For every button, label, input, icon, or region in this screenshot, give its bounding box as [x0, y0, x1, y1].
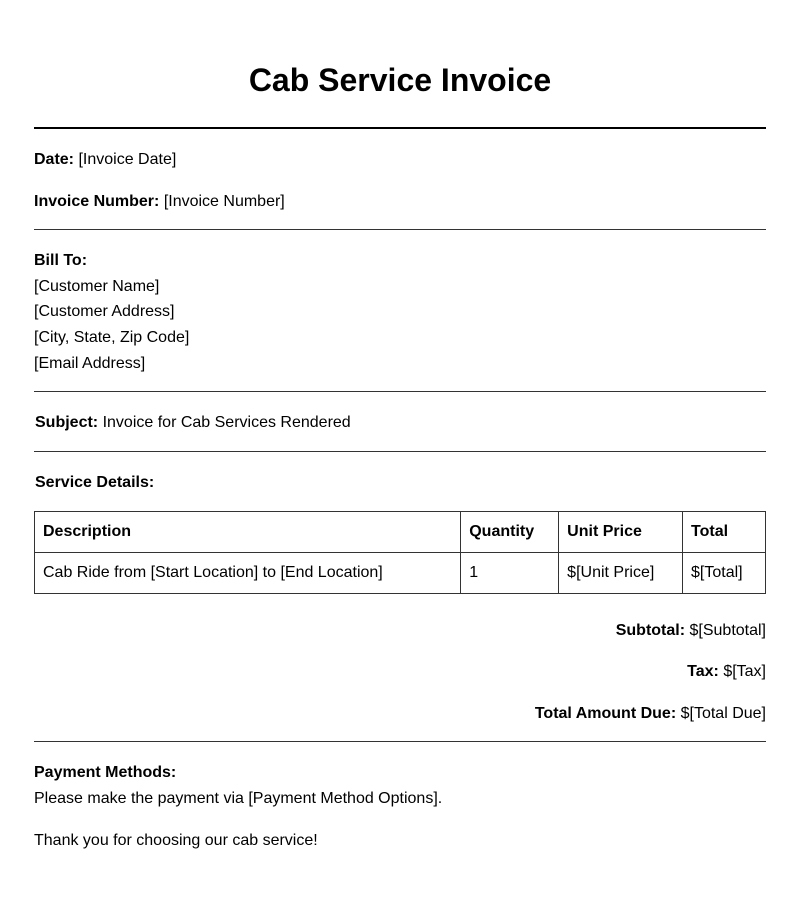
- bill-to-heading: Bill To:: [34, 252, 88, 269]
- subject-label: Subject:: [35, 414, 99, 431]
- service-table: [34, 511, 766, 594]
- subtotal-value: $[Subtotal]: [689, 622, 766, 639]
- divider: [34, 127, 766, 129]
- service-details-label: [35, 473, 154, 493]
- date-label: Date:: [34, 151, 75, 168]
- bill-to-label: [34, 251, 87, 271]
- cell-unit-price: $[Unit Price]: [559, 553, 683, 594]
- divider: [34, 391, 766, 392]
- invoice-number-label: Invoice Number:: [34, 193, 160, 210]
- subject-value: Invoice for Cab Services Rendered: [102, 414, 351, 431]
- divider: [34, 741, 766, 742]
- date-line: [34, 150, 176, 170]
- payment-methods-label: [34, 763, 176, 783]
- payment-text: Please make the payment via [Payment Method Options].: [34, 790, 443, 807]
- service-details-heading: Service Details:: [35, 474, 155, 491]
- header-total: Total: [683, 512, 766, 553]
- cell-total: $[Total]: [683, 553, 766, 594]
- total-due-label: Total Amount Due:: [534, 705, 677, 722]
- total-due-value: $[Total Due]: [680, 705, 766, 722]
- customer-address: [Customer Address]: [34, 303, 175, 320]
- header-quantity: Quantity: [461, 512, 559, 553]
- customer-name: [Customer Name]: [34, 278, 160, 295]
- cell-quantity: 1: [461, 553, 559, 594]
- tax-line: [687, 662, 766, 682]
- header-description: Description: [35, 512, 461, 553]
- total-due-line: [535, 704, 766, 724]
- subject-line: [35, 413, 351, 433]
- divider: [34, 229, 766, 230]
- customer-email: [Email Address]: [34, 355, 146, 372]
- table-header-row: [35, 512, 766, 553]
- invoice-number-value: [Invoice Number]: [163, 193, 285, 210]
- tax-value: $[Tax]: [723, 663, 766, 680]
- header-unit-price: Unit Price: [559, 512, 683, 553]
- invoice-number-line: [34, 192, 285, 212]
- table-row: [35, 553, 766, 594]
- cell-description: Cab Ride from [Start Location] to [End Location]: [35, 553, 461, 594]
- date-value: [Invoice Date]: [78, 151, 177, 168]
- divider: [34, 451, 766, 452]
- thank-you-text: Thank you for choosing our cab service!: [34, 832, 318, 849]
- tax-label: Tax:: [687, 663, 719, 680]
- invoice-title: Cab Service Invoice: [248, 62, 552, 98]
- subtotal-line: [616, 621, 766, 641]
- subtotal-label: Subtotal:: [615, 622, 686, 639]
- payment-methods-heading: Payment Methods:: [34, 764, 177, 781]
- customer-city: [City, State, Zip Code]: [34, 329, 190, 346]
